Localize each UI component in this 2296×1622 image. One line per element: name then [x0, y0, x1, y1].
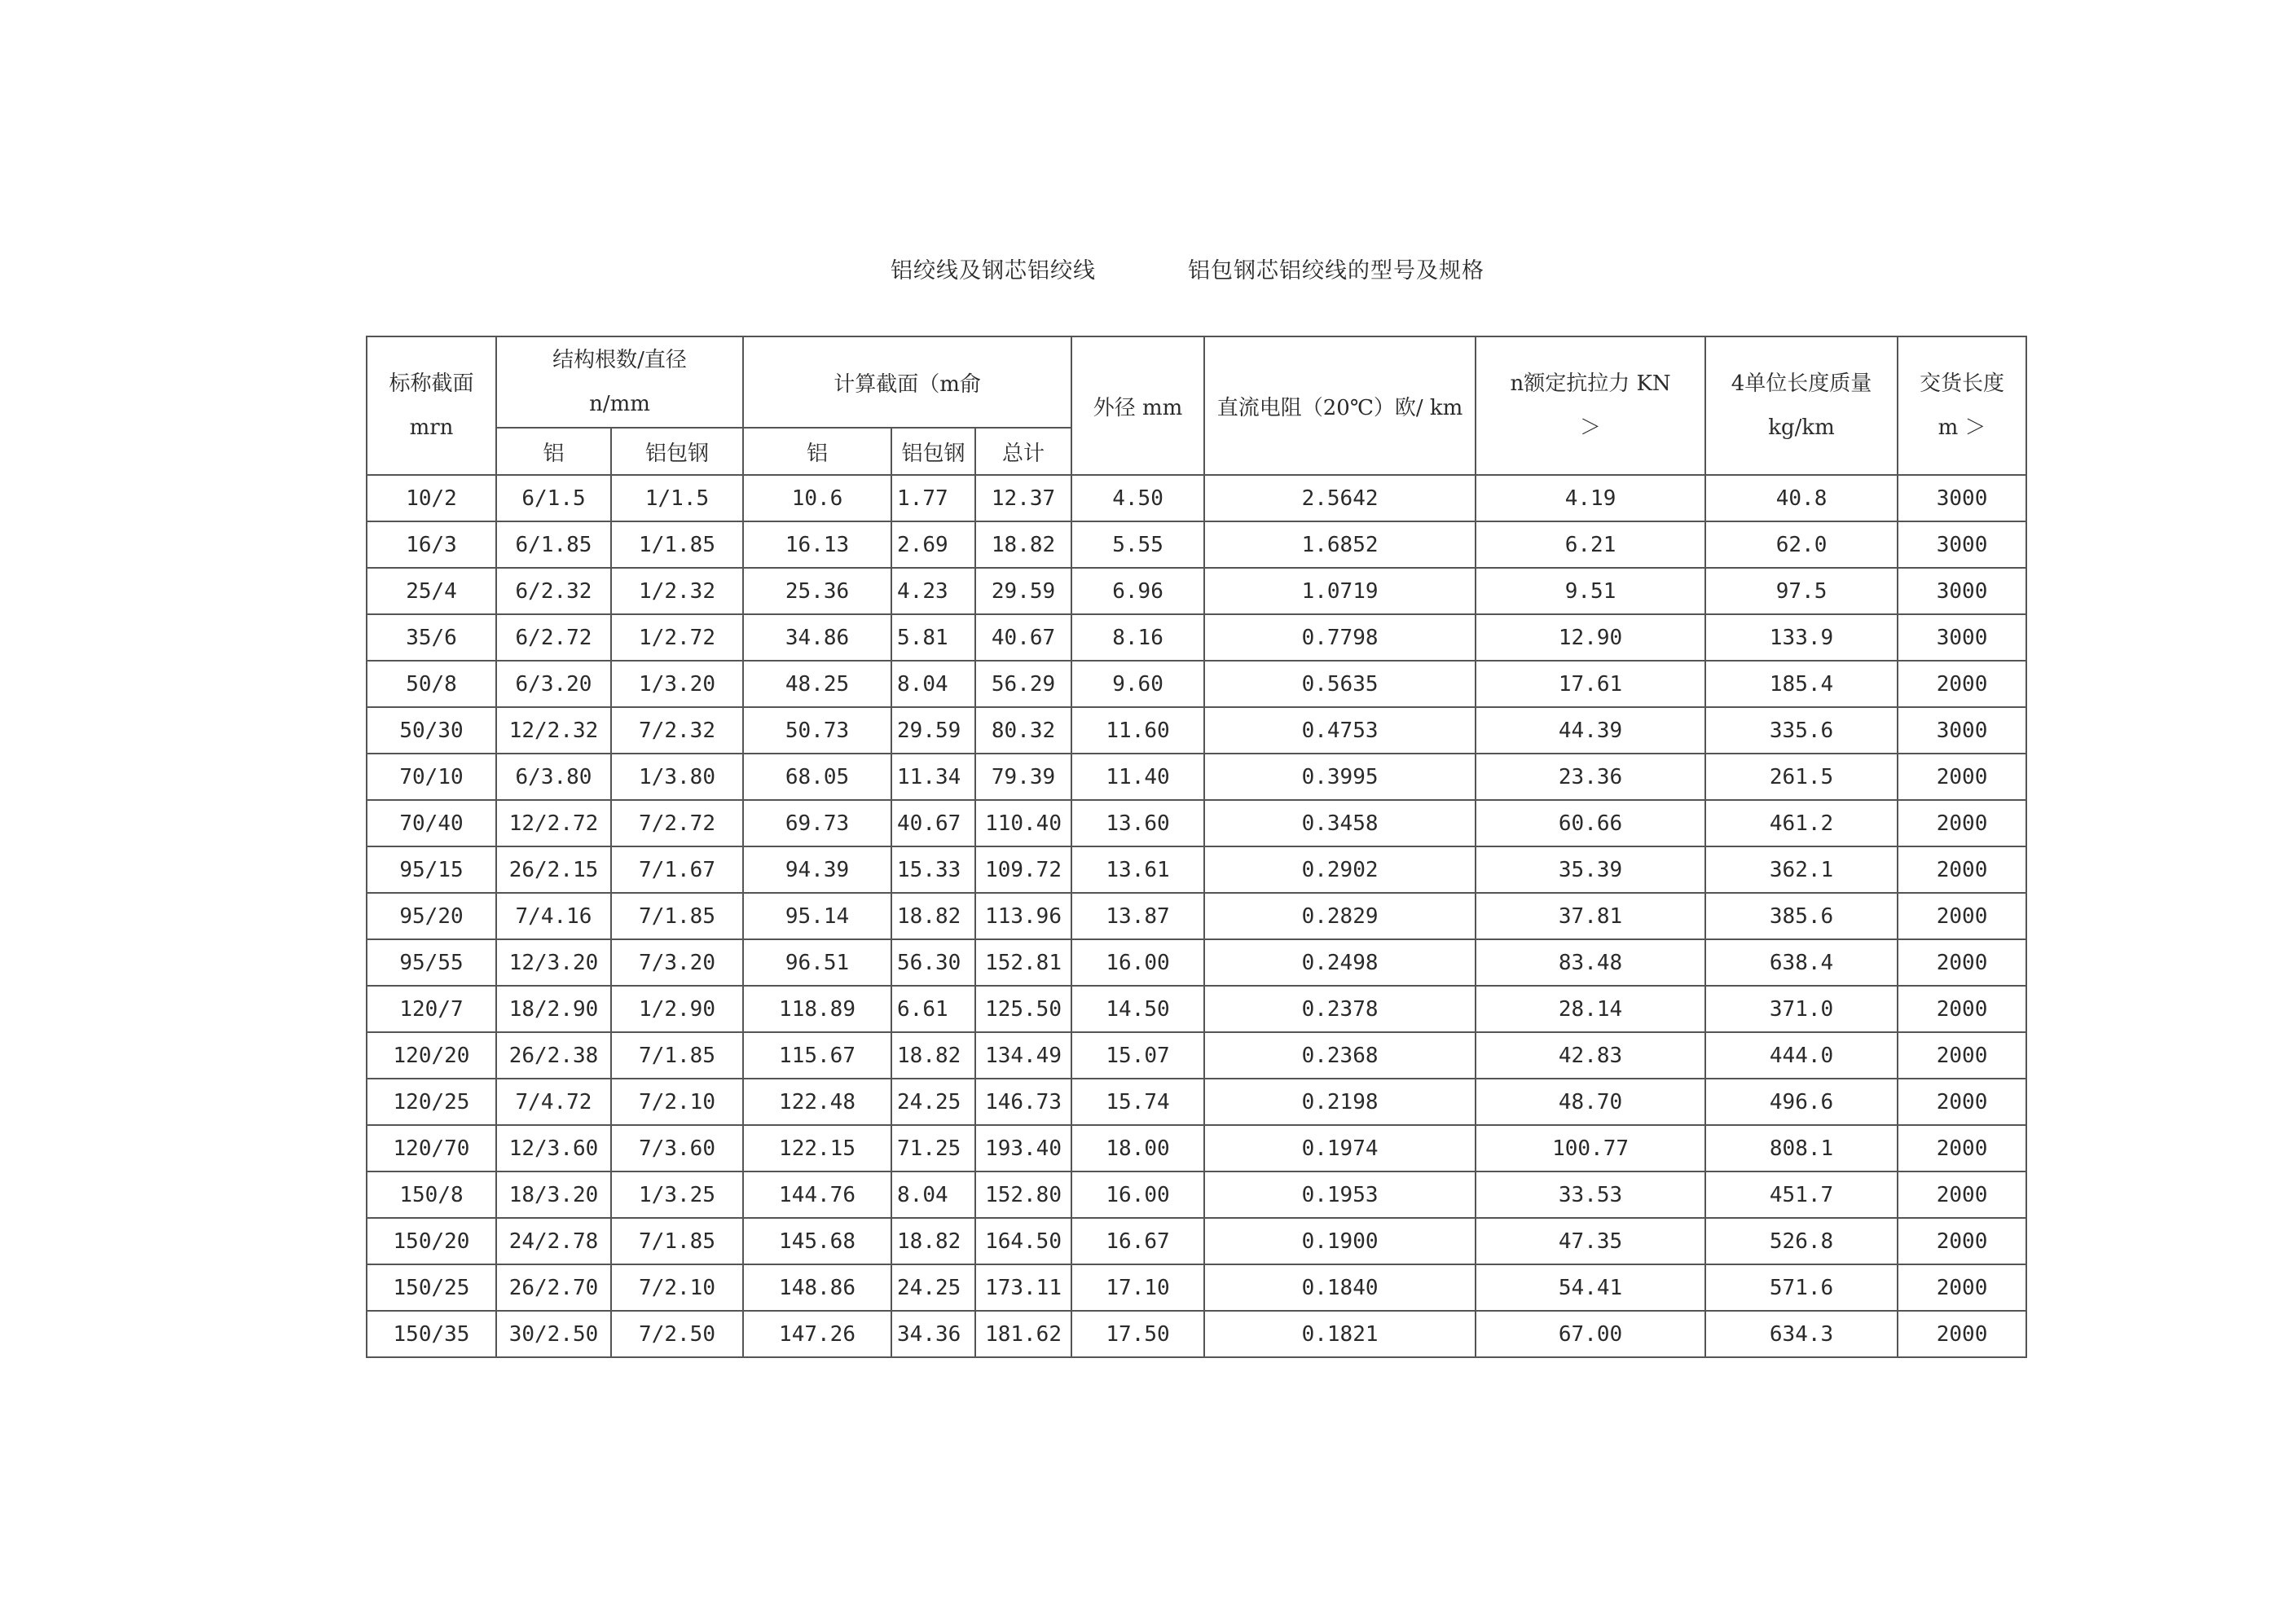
- cell-area-total: 29.59: [975, 568, 1071, 614]
- cell-rated-tensile: 44.39: [1476, 707, 1705, 754]
- subheader-area-acs: 铝包钢: [891, 428, 975, 475]
- cell-area-al: 148.86: [743, 1264, 891, 1311]
- cell-al-strands: 26/2.38: [496, 1032, 611, 1079]
- cell-unit-mass: 808.1: [1705, 1125, 1898, 1171]
- table-row: [367, 1032, 2026, 1079]
- cell-outer-diameter: 18.00: [1071, 1125, 1204, 1171]
- table-row: [367, 1171, 2026, 1218]
- header-structure: [496, 336, 743, 428]
- cell-area-total: 173.11: [975, 1264, 1071, 1311]
- cell-al-strands: 6/1.5: [496, 475, 611, 521]
- cell-unit-mass: 335.6: [1705, 707, 1898, 754]
- cell-acs-strands: 7/1.85: [611, 1218, 743, 1264]
- cell-area-acs: 34.36: [891, 1311, 975, 1357]
- cell-outer-diameter: 16.00: [1071, 1171, 1204, 1218]
- cell-area-total: 56.29: [975, 661, 1071, 707]
- cell-area-total: 146.73: [975, 1079, 1071, 1125]
- cell-nominal-section: 70/40: [367, 800, 496, 846]
- table-title-part1: 铝绞线及钢芯铝绞线: [891, 258, 1096, 284]
- cell-unit-mass: 526.8: [1705, 1218, 1898, 1264]
- cell-al-strands: 12/2.72: [496, 800, 611, 846]
- cell-area-al: 144.76: [743, 1171, 891, 1218]
- cell-dc-resistance: 0.2498: [1204, 939, 1476, 986]
- cell-area-al: 122.15: [743, 1125, 891, 1171]
- cell-nominal-section: 95/55: [367, 939, 496, 986]
- cell-unit-mass: 40.8: [1705, 475, 1898, 521]
- cell-dc-resistance: 0.3458: [1204, 800, 1476, 846]
- cell-area-acs: 18.82: [891, 1032, 975, 1079]
- header-mass-line1: 4单位长度质量: [1731, 371, 1872, 396]
- cell-outer-diameter: 5.55: [1071, 521, 1204, 568]
- cell-area-al: 69.73: [743, 800, 891, 846]
- cell-area-total: 113.96: [975, 893, 1071, 939]
- cell-area-al: 25.36: [743, 568, 891, 614]
- cell-area-al: 16.13: [743, 521, 891, 568]
- cell-delivery-length: 2000: [1898, 1218, 2026, 1264]
- cell-dc-resistance: 0.4753: [1204, 707, 1476, 754]
- header-structure-line1: 结构根数/直径: [552, 348, 687, 372]
- cell-al-strands: 7/4.72: [496, 1079, 611, 1125]
- cell-dc-resistance: 0.1974: [1204, 1125, 1476, 1171]
- cell-rated-tensile: 48.70: [1476, 1079, 1705, 1125]
- cell-area-total: 193.40: [975, 1125, 1071, 1171]
- cell-rated-tensile: 6.21: [1476, 521, 1705, 568]
- cell-nominal-section: 120/7: [367, 986, 496, 1032]
- cell-area-acs: 5.81: [891, 614, 975, 661]
- cell-area-total: 79.39: [975, 754, 1071, 800]
- cell-area-acs: 11.34: [891, 754, 975, 800]
- cell-area-acs: 40.67: [891, 800, 975, 846]
- cell-area-acs: 56.30: [891, 939, 975, 986]
- table-row: [367, 846, 2026, 893]
- subheader-structure-acs: 铝包钢: [611, 428, 743, 475]
- cell-area-total: 181.62: [975, 1311, 1071, 1357]
- cell-delivery-length: 3000: [1898, 568, 2026, 614]
- table-row: [367, 707, 2026, 754]
- cell-outer-diameter: 4.50: [1071, 475, 1204, 521]
- header-nominal-line1: 标称截面: [389, 371, 474, 396]
- cell-al-strands: 24/2.78: [496, 1218, 611, 1264]
- header-delivery-line1: 交货长度: [1920, 371, 2005, 396]
- subheader-area-al: 铝: [743, 428, 891, 475]
- cell-area-al: 96.51: [743, 939, 891, 986]
- header-delivery-line2: m ＞: [1938, 415, 1986, 440]
- cell-area-total: 109.72: [975, 846, 1071, 893]
- cell-delivery-length: 3000: [1898, 707, 2026, 754]
- table-row: [367, 754, 2026, 800]
- cell-outer-diameter: 11.40: [1071, 754, 1204, 800]
- cell-area-al: 34.86: [743, 614, 891, 661]
- cell-delivery-length: 2000: [1898, 1171, 2026, 1218]
- header-tensile-line2: ＞: [1580, 415, 1602, 440]
- cell-al-strands: 26/2.70: [496, 1264, 611, 1311]
- cell-unit-mass: 97.5: [1705, 568, 1898, 614]
- cell-area-al: 115.67: [743, 1032, 891, 1079]
- cell-unit-mass: 634.3: [1705, 1311, 1898, 1357]
- cell-delivery-length: 2000: [1898, 1079, 2026, 1125]
- cell-rated-tensile: 100.77: [1476, 1125, 1705, 1171]
- cell-al-strands: 12/3.60: [496, 1125, 611, 1171]
- cell-rated-tensile: 28.14: [1476, 986, 1705, 1032]
- cell-area-total: 134.49: [975, 1032, 1071, 1079]
- cell-nominal-section: 50/8: [367, 661, 496, 707]
- cell-outer-diameter: 17.50: [1071, 1311, 1204, 1357]
- cell-area-acs: 1.77: [891, 475, 975, 521]
- cell-unit-mass: 444.0: [1705, 1032, 1898, 1079]
- cell-rated-tensile: 54.41: [1476, 1264, 1705, 1311]
- cell-area-acs: 24.25: [891, 1079, 975, 1125]
- cell-al-strands: 18/3.20: [496, 1171, 611, 1218]
- table-row: [367, 1311, 2026, 1357]
- cell-area-total: 164.50: [975, 1218, 1071, 1264]
- cell-area-acs: 18.82: [891, 893, 975, 939]
- cell-dc-resistance: 0.1821: [1204, 1311, 1476, 1357]
- cell-acs-strands: 7/1.85: [611, 893, 743, 939]
- subheader-area-total: 总计: [975, 428, 1071, 475]
- cell-area-al: 10.6: [743, 475, 891, 521]
- cell-delivery-length: 2000: [1898, 800, 2026, 846]
- table-row: [367, 939, 2026, 986]
- cell-outer-diameter: 6.96: [1071, 568, 1204, 614]
- cell-delivery-length: 2000: [1898, 846, 2026, 893]
- cell-area-total: 125.50: [975, 986, 1071, 1032]
- cell-outer-diameter: 13.87: [1071, 893, 1204, 939]
- cell-al-strands: 6/1.85: [496, 521, 611, 568]
- cell-area-acs: 24.25: [891, 1264, 975, 1311]
- cell-al-strands: 30/2.50: [496, 1311, 611, 1357]
- cell-area-al: 118.89: [743, 986, 891, 1032]
- cell-delivery-length: 2000: [1898, 939, 2026, 986]
- cell-nominal-section: 150/25: [367, 1264, 496, 1311]
- cell-dc-resistance: 0.7798: [1204, 614, 1476, 661]
- cell-al-strands: 6/2.72: [496, 614, 611, 661]
- header-nominal-line2: mrn: [409, 415, 454, 440]
- cell-delivery-length: 2000: [1898, 986, 2026, 1032]
- cell-unit-mass: 385.6: [1705, 893, 1898, 939]
- table-row: [367, 661, 2026, 707]
- cell-al-strands: 6/3.80: [496, 754, 611, 800]
- cell-delivery-length: 2000: [1898, 754, 2026, 800]
- cell-unit-mass: 638.4: [1705, 939, 1898, 986]
- cell-al-strands: 6/2.32: [496, 568, 611, 614]
- cell-dc-resistance: 0.2368: [1204, 1032, 1476, 1079]
- cell-delivery-length: 2000: [1898, 1311, 2026, 1357]
- table-row: [367, 893, 2026, 939]
- cell-acs-strands: 1/3.20: [611, 661, 743, 707]
- cell-area-al: 122.48: [743, 1079, 891, 1125]
- cell-acs-strands: 1/2.72: [611, 614, 743, 661]
- cell-outer-diameter: 9.60: [1071, 661, 1204, 707]
- cell-acs-strands: 1/2.90: [611, 986, 743, 1032]
- cell-outer-diameter: 13.61: [1071, 846, 1204, 893]
- table-row: [367, 1264, 2026, 1311]
- cell-dc-resistance: 0.1840: [1204, 1264, 1476, 1311]
- cell-unit-mass: 571.6: [1705, 1264, 1898, 1311]
- cell-acs-strands: 7/2.72: [611, 800, 743, 846]
- cell-rated-tensile: 37.81: [1476, 893, 1705, 939]
- cell-area-total: 12.37: [975, 475, 1071, 521]
- cell-dc-resistance: 0.2198: [1204, 1079, 1476, 1125]
- cell-outer-diameter: 17.10: [1071, 1264, 1204, 1311]
- cell-dc-resistance: 0.1953: [1204, 1171, 1476, 1218]
- cell-delivery-length: 2000: [1898, 1125, 2026, 1171]
- cell-outer-diameter: 8.16: [1071, 614, 1204, 661]
- cell-rated-tensile: 60.66: [1476, 800, 1705, 846]
- cell-acs-strands: 1/1.85: [611, 521, 743, 568]
- table-row: [367, 475, 2026, 521]
- header-dc-resistance: 直流电阻（20℃）欧/ km: [1204, 336, 1476, 475]
- cell-outer-diameter: 16.67: [1071, 1218, 1204, 1264]
- cell-al-strands: 18/2.90: [496, 986, 611, 1032]
- header-outer-diameter: 外径 mm: [1071, 336, 1204, 475]
- cell-acs-strands: 7/3.60: [611, 1125, 743, 1171]
- cell-nominal-section: 120/25: [367, 1079, 496, 1125]
- table-row: [367, 1125, 2026, 1171]
- header-calculated-area: 计算截面（m俞: [743, 336, 1071, 428]
- cell-area-acs: 6.61: [891, 986, 975, 1032]
- cell-delivery-length: 3000: [1898, 475, 2026, 521]
- cell-dc-resistance: 2.5642: [1204, 475, 1476, 521]
- header-structure-line2: n/mm: [589, 392, 650, 416]
- cell-nominal-section: 70/10: [367, 754, 496, 800]
- cell-area-acs: 4.23: [891, 568, 975, 614]
- cell-outer-diameter: 16.00: [1071, 939, 1204, 986]
- cell-area-al: 145.68: [743, 1218, 891, 1264]
- cell-area-acs: 8.04: [891, 1171, 975, 1218]
- cell-delivery-length: 2000: [1898, 661, 2026, 707]
- cell-area-al: 95.14: [743, 893, 891, 939]
- cell-delivery-length: 3000: [1898, 614, 2026, 661]
- cell-acs-strands: 7/1.67: [611, 846, 743, 893]
- cell-outer-diameter: 14.50: [1071, 986, 1204, 1032]
- cell-acs-strands: 1/2.32: [611, 568, 743, 614]
- cell-unit-mass: 62.0: [1705, 521, 1898, 568]
- cell-dc-resistance: 0.2829: [1204, 893, 1476, 939]
- cell-acs-strands: 7/1.85: [611, 1032, 743, 1079]
- table-row: [367, 800, 2026, 846]
- cell-nominal-section: 50/30: [367, 707, 496, 754]
- cell-dc-resistance: 1.6852: [1204, 521, 1476, 568]
- cell-nominal-section: 150/35: [367, 1311, 496, 1357]
- table-row: [367, 568, 2026, 614]
- cell-delivery-length: 3000: [1898, 521, 2026, 568]
- cell-acs-strands: 1/3.80: [611, 754, 743, 800]
- cell-area-total: 152.80: [975, 1171, 1071, 1218]
- cell-area-acs: 15.33: [891, 846, 975, 893]
- cell-outer-diameter: 15.74: [1071, 1079, 1204, 1125]
- cell-delivery-length: 2000: [1898, 1032, 2026, 1079]
- cell-rated-tensile: 4.19: [1476, 475, 1705, 521]
- cell-nominal-section: 95/15: [367, 846, 496, 893]
- table-row: [367, 1079, 2026, 1125]
- cell-al-strands: 6/3.20: [496, 661, 611, 707]
- table-title-part2: 铝包钢芯铝绞线的型号及规格: [1188, 258, 1484, 284]
- table-row: [367, 1218, 2026, 1264]
- cell-area-al: 147.26: [743, 1311, 891, 1357]
- cell-unit-mass: 371.0: [1705, 986, 1898, 1032]
- cell-unit-mass: 261.5: [1705, 754, 1898, 800]
- cell-acs-strands: 7/2.10: [611, 1264, 743, 1311]
- cell-area-total: 80.32: [975, 707, 1071, 754]
- cell-dc-resistance: 0.2378: [1204, 986, 1476, 1032]
- cell-rated-tensile: 35.39: [1476, 846, 1705, 893]
- cell-acs-strands: 7/2.10: [611, 1079, 743, 1125]
- cell-unit-mass: 185.4: [1705, 661, 1898, 707]
- cell-nominal-section: 120/20: [367, 1032, 496, 1079]
- cell-area-total: 40.67: [975, 614, 1071, 661]
- cell-rated-tensile: 9.51: [1476, 568, 1705, 614]
- cell-dc-resistance: 0.3995: [1204, 754, 1476, 800]
- cell-delivery-length: 2000: [1898, 893, 2026, 939]
- cell-al-strands: 12/3.20: [496, 939, 611, 986]
- cell-unit-mass: 362.1: [1705, 846, 1898, 893]
- subheader-structure-al: 铝: [496, 428, 611, 475]
- cell-rated-tensile: 23.36: [1476, 754, 1705, 800]
- header-row-main: [367, 336, 2026, 428]
- cell-unit-mass: 451.7: [1705, 1171, 1898, 1218]
- cell-rated-tensile: 67.00: [1476, 1311, 1705, 1357]
- cell-nominal-section: 10/2: [367, 475, 496, 521]
- cell-nominal-section: 16/3: [367, 521, 496, 568]
- cell-acs-strands: 7/2.50: [611, 1311, 743, 1357]
- cell-al-strands: 12/2.32: [496, 707, 611, 754]
- cell-area-al: 68.05: [743, 754, 891, 800]
- cell-acs-strands: 7/2.32: [611, 707, 743, 754]
- cell-al-strands: 26/2.15: [496, 846, 611, 893]
- cell-unit-mass: 496.6: [1705, 1079, 1898, 1125]
- cell-nominal-section: 25/4: [367, 568, 496, 614]
- cell-area-acs: 8.04: [891, 661, 975, 707]
- cell-unit-mass: 133.9: [1705, 614, 1898, 661]
- cell-area-al: 50.73: [743, 707, 891, 754]
- cell-outer-diameter: 13.60: [1071, 800, 1204, 846]
- cell-dc-resistance: 0.1900: [1204, 1218, 1476, 1264]
- cell-acs-strands: 1/1.5: [611, 475, 743, 521]
- cell-area-al: 48.25: [743, 661, 891, 707]
- cell-rated-tensile: 42.83: [1476, 1032, 1705, 1079]
- header-mass-line2: kg/km: [1768, 415, 1835, 440]
- cell-dc-resistance: 0.2902: [1204, 846, 1476, 893]
- cell-area-acs: 18.82: [891, 1218, 975, 1264]
- cell-nominal-section: 150/8: [367, 1171, 496, 1218]
- cell-acs-strands: 7/3.20: [611, 939, 743, 986]
- cell-delivery-length: 2000: [1898, 1264, 2026, 1311]
- table-row: [367, 614, 2026, 661]
- cell-rated-tensile: 33.53: [1476, 1171, 1705, 1218]
- cell-area-acs: 2.69: [891, 521, 975, 568]
- spec-table: [366, 336, 2027, 1358]
- header-nominal-section: [367, 336, 496, 475]
- table-row: [367, 521, 2026, 568]
- cell-area-acs: 29.59: [891, 707, 975, 754]
- cell-dc-resistance: 1.0719: [1204, 568, 1476, 614]
- cell-area-total: 18.82: [975, 521, 1071, 568]
- header-tensile-line1: n额定抗拉力 KN: [1510, 371, 1671, 396]
- cell-unit-mass: 461.2: [1705, 800, 1898, 846]
- cell-acs-strands: 1/3.25: [611, 1171, 743, 1218]
- cell-rated-tensile: 12.90: [1476, 614, 1705, 661]
- table-row: [367, 986, 2026, 1032]
- cell-al-strands: 7/4.16: [496, 893, 611, 939]
- cell-nominal-section: 35/6: [367, 614, 496, 661]
- cell-nominal-section: 150/20: [367, 1218, 496, 1264]
- cell-area-acs: 71.25: [891, 1125, 975, 1171]
- header-unit-mass: [1705, 336, 1898, 475]
- cell-area-total: 110.40: [975, 800, 1071, 846]
- cell-nominal-section: 95/20: [367, 893, 496, 939]
- cell-area-total: 152.81: [975, 939, 1071, 986]
- header-delivery-length: [1898, 336, 2026, 475]
- header-rated-tensile: [1476, 336, 1705, 475]
- cell-area-al: 94.39: [743, 846, 891, 893]
- cell-outer-diameter: 15.07: [1071, 1032, 1204, 1079]
- cell-rated-tensile: 47.35: [1476, 1218, 1705, 1264]
- cell-rated-tensile: 17.61: [1476, 661, 1705, 707]
- cell-dc-resistance: 0.5635: [1204, 661, 1476, 707]
- cell-rated-tensile: 83.48: [1476, 939, 1705, 986]
- cell-outer-diameter: 11.60: [1071, 707, 1204, 754]
- cell-nominal-section: 120/70: [367, 1125, 496, 1171]
- spec-table-body: [367, 475, 2026, 1357]
